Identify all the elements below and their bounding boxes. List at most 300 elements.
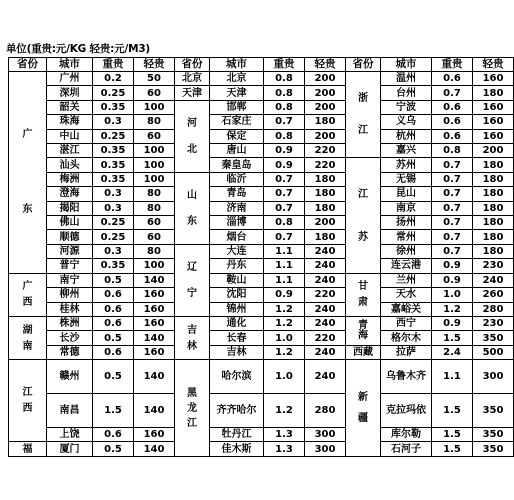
heavy-rate-cell: 2.4	[432, 345, 473, 359]
heavy-rate-cell: 0.5	[93, 360, 134, 394]
heavy-rate-cell: 0.25	[93, 86, 134, 100]
city-cell: 格尔木	[381, 331, 432, 345]
table-row	[9, 273, 514, 287]
province-fujian	[9, 442, 47, 457]
city-cell: 拉萨	[381, 345, 432, 359]
table-row	[9, 100, 514, 114]
heavy-rate-cell: 0.9	[432, 273, 473, 287]
city-cell: 宁波	[381, 100, 432, 114]
heavy-rate-cell: 0.6	[93, 288, 134, 302]
province-heilongjiang-char: 黑	[187, 387, 197, 399]
light-rate-cell: 140	[134, 331, 175, 345]
province-zhejiang-char: 浙	[358, 93, 368, 105]
light-rate-cell: 160	[473, 72, 514, 86]
city-cell: 长沙	[47, 331, 93, 345]
heavy-rate-cell: 1.0	[264, 360, 305, 394]
city-cell: 嘉兴	[381, 144, 432, 158]
light-rate-cell: 180	[305, 172, 346, 186]
col-header: 重贵	[432, 58, 473, 72]
light-rate-cell: 80	[134, 115, 175, 129]
light-rate-cell: 60	[134, 86, 175, 100]
city-cell: 昆山	[381, 187, 432, 201]
table-row	[9, 187, 514, 201]
col-header: 省份	[346, 58, 381, 72]
city-cell: 扬州	[381, 216, 432, 230]
city-cell: 济南	[210, 201, 264, 215]
heavy-rate-cell: 0.6	[93, 316, 134, 330]
heavy-rate-cell: 1.5	[432, 442, 473, 457]
heavy-rate-cell: 1.0	[264, 331, 305, 345]
heavy-rate-cell: 1.2	[264, 394, 305, 428]
city-cell: 湛江	[47, 144, 93, 158]
province-tianjin-label: 天津	[182, 87, 202, 99]
light-rate-cell: 240	[305, 360, 346, 394]
heavy-rate-cell: 0.6	[432, 129, 473, 143]
table-row	[9, 442, 514, 457]
light-rate-cell: 80	[134, 244, 175, 258]
heavy-rate-cell: 0.8	[264, 72, 305, 86]
province-jiangxi-char: 江	[22, 387, 33, 399]
light-rate-cell: 160	[134, 345, 175, 359]
heavy-rate-cell: 0.7	[264, 115, 305, 129]
province-zhejiang-char: 江	[358, 125, 368, 137]
province-liaoning-char: 宁	[187, 287, 197, 299]
light-rate-cell: 180	[305, 115, 346, 129]
city-cell: 常德	[47, 345, 93, 359]
province-guangxi	[9, 273, 47, 316]
light-rate-cell: 50	[134, 72, 175, 86]
heavy-rate-cell: 0.9	[432, 259, 473, 273]
city-cell: 佳木斯	[210, 442, 264, 457]
city-cell: 丹东	[210, 259, 264, 273]
light-rate-cell: 80	[134, 187, 175, 201]
heavy-rate-cell: 0.35	[93, 144, 134, 158]
city-cell: 嘉峪关	[381, 302, 432, 316]
table-row	[9, 86, 514, 100]
table-row	[9, 345, 514, 359]
light-rate-cell: 180	[473, 86, 514, 100]
province-hunan-char: 湖	[22, 324, 33, 336]
light-rate-cell: 140	[134, 273, 175, 287]
heavy-rate-cell: 1.5	[432, 394, 473, 428]
heavy-rate-cell: 0.25	[93, 129, 134, 143]
heavy-rate-cell: 0.35	[93, 259, 134, 273]
province-beijing	[175, 72, 210, 86]
city-cell: 南京	[381, 201, 432, 215]
light-rate-cell: 180	[473, 158, 514, 172]
light-rate-cell: 200	[473, 144, 514, 158]
light-rate-cell: 220	[305, 144, 346, 158]
table-row	[9, 316, 514, 330]
light-rate-cell: 180	[473, 187, 514, 201]
light-rate-cell: 240	[305, 259, 346, 273]
province-jiangsu-char: 苏	[358, 231, 368, 243]
city-cell: 保定	[210, 129, 264, 143]
city-cell: 哈尔滨	[210, 360, 264, 394]
col-header: 城市	[47, 58, 93, 72]
city-cell: 广州	[47, 72, 93, 86]
table-row	[9, 331, 514, 345]
light-rate-cell: 160	[473, 100, 514, 114]
city-cell: 深圳	[47, 86, 93, 100]
province-tianjin	[175, 86, 210, 100]
heavy-rate-cell: 0.6	[93, 428, 134, 442]
city-cell: 淄博	[210, 216, 264, 230]
city-cell: 唐山	[210, 144, 264, 158]
province-qinghai-char: 海	[358, 330, 368, 342]
heavy-rate-cell: 0.3	[93, 115, 134, 129]
heavy-rate-cell: 1.2	[264, 316, 305, 330]
heavy-rate-cell: 0.6	[93, 345, 134, 359]
light-rate-cell: 100	[134, 172, 175, 186]
heavy-rate-cell: 0.2	[93, 72, 134, 86]
col-header: 轻贵	[134, 58, 175, 72]
col-header: 省份	[175, 58, 210, 72]
light-rate-cell: 180	[305, 187, 346, 201]
province-xizang	[346, 345, 381, 359]
city-cell: 石河子	[381, 442, 432, 457]
heavy-rate-cell: 1.1	[432, 360, 473, 394]
city-cell: 邯郸	[210, 100, 264, 114]
city-cell: 乌鲁木齐	[381, 360, 432, 394]
light-rate-cell: 350	[473, 442, 514, 457]
city-cell: 梅洲	[47, 172, 93, 186]
light-rate-cell: 240	[305, 244, 346, 258]
city-cell: 普宁	[47, 259, 93, 273]
city-cell: 澄海	[47, 187, 93, 201]
table-row	[9, 201, 514, 215]
light-rate-cell: 220	[305, 331, 346, 345]
light-rate-cell: 100	[134, 100, 175, 114]
city-cell: 大连	[210, 244, 264, 258]
city-cell: 吉林	[210, 345, 264, 359]
city-cell: 义乌	[381, 115, 432, 129]
city-cell: 徐州	[381, 244, 432, 258]
heavy-rate-cell: 0.5	[93, 331, 134, 345]
heavy-rate-cell: 1.5	[432, 331, 473, 345]
col-header: 城市	[381, 58, 432, 72]
city-cell: 临沂	[210, 172, 264, 186]
heavy-rate-cell: 0.8	[264, 216, 305, 230]
light-rate-cell: 60	[134, 216, 175, 230]
city-cell: 台州	[381, 86, 432, 100]
heavy-rate-cell: 0.6	[432, 115, 473, 129]
table-row	[9, 115, 514, 129]
light-rate-cell: 240	[473, 273, 514, 287]
table-row	[9, 360, 514, 394]
province-xinjiang-char: 疆	[358, 413, 368, 425]
light-rate-cell: 350	[473, 331, 514, 345]
city-cell: 天水	[381, 288, 432, 302]
province-heilongjiang	[175, 360, 210, 457]
heavy-rate-cell: 1.0	[432, 288, 473, 302]
city-cell: 汕头	[47, 158, 93, 172]
province-jiangxi	[9, 360, 47, 442]
province-guangdong	[9, 72, 47, 274]
heavy-rate-cell: 1.3	[264, 442, 305, 457]
province-xinjiang-char: 新	[358, 392, 368, 404]
heavy-rate-cell: 0.3	[93, 187, 134, 201]
heavy-rate-cell: 0.35	[93, 100, 134, 114]
heavy-rate-cell: 0.6	[432, 100, 473, 114]
city-cell: 赣州	[47, 360, 93, 394]
light-rate-cell: 160	[134, 428, 175, 442]
light-rate-cell: 180	[473, 172, 514, 186]
light-rate-cell: 500	[473, 345, 514, 359]
col-header: 城市	[210, 58, 264, 72]
city-cell: 南昌	[47, 394, 93, 428]
heavy-rate-cell: 0.7	[432, 158, 473, 172]
table-row	[9, 302, 514, 316]
city-cell: 秦皇岛	[210, 158, 264, 172]
province-guangdong-char: 东	[22, 204, 33, 216]
light-rate-cell: 280	[473, 302, 514, 316]
light-rate-cell: 200	[305, 129, 346, 143]
heavy-rate-cell: 1.5	[432, 428, 473, 442]
city-cell: 克拉玛依	[381, 394, 432, 428]
heavy-rate-cell: 1.5	[93, 394, 134, 428]
city-cell: 石家庄	[210, 115, 264, 129]
table-row	[9, 144, 514, 158]
light-rate-cell: 180	[473, 201, 514, 215]
heavy-rate-cell: 1.3	[264, 428, 305, 442]
city-cell: 珠海	[47, 115, 93, 129]
light-rate-cell: 100	[134, 144, 175, 158]
light-rate-cell: 180	[473, 230, 514, 244]
table-row	[9, 216, 514, 230]
heavy-rate-cell: 0.7	[432, 216, 473, 230]
city-cell: 上饶	[47, 428, 93, 442]
light-rate-cell: 240	[305, 316, 346, 330]
city-cell: 揭阳	[47, 201, 93, 215]
light-rate-cell: 230	[473, 316, 514, 330]
light-rate-cell: 100	[134, 158, 175, 172]
heavy-rate-cell: 1.2	[264, 345, 305, 359]
heavy-rate-cell: 0.7	[432, 187, 473, 201]
light-rate-cell: 200	[305, 86, 346, 100]
light-rate-cell: 160	[134, 316, 175, 330]
light-rate-cell: 160	[134, 302, 175, 316]
shipping-rate-table	[8, 57, 514, 457]
table-row	[9, 172, 514, 186]
table-row	[9, 129, 514, 143]
heavy-rate-cell: 0.35	[93, 172, 134, 186]
table-row	[9, 158, 514, 172]
heavy-rate-cell: 0.35	[93, 158, 134, 172]
city-cell: 顺德	[47, 230, 93, 244]
province-guangxi-char: 广	[22, 281, 33, 293]
col-header: 重贵	[93, 58, 134, 72]
light-rate-cell: 220	[305, 288, 346, 302]
heavy-rate-cell: 0.8	[264, 100, 305, 114]
light-rate-cell: 220	[305, 158, 346, 172]
heavy-rate-cell: 0.7	[432, 201, 473, 215]
light-rate-cell: 140	[134, 360, 175, 394]
heavy-rate-cell: 1.1	[264, 259, 305, 273]
province-hebei	[175, 100, 210, 172]
province-qinghai-char: 青	[358, 320, 368, 332]
city-cell: 无锡	[381, 172, 432, 186]
light-rate-cell: 230	[473, 259, 514, 273]
light-rate-cell: 60	[134, 230, 175, 244]
light-rate-cell: 80	[134, 201, 175, 215]
header-row	[9, 58, 514, 72]
province-jilin	[175, 316, 210, 359]
light-rate-cell: 200	[305, 100, 346, 114]
city-cell: 西宁	[381, 316, 432, 330]
province-xizang-label: 西藏	[353, 346, 373, 358]
heavy-rate-cell: 0.7	[264, 230, 305, 244]
province-qinghai	[346, 316, 381, 345]
city-cell: 鞍山	[210, 273, 264, 287]
col-header: 轻贵	[305, 58, 346, 72]
city-cell: 库尔勒	[381, 428, 432, 442]
light-rate-cell: 260	[473, 288, 514, 302]
province-heilongjiang-char: 龙	[187, 402, 197, 414]
province-hebei-char: 河	[187, 117, 197, 129]
table-row	[9, 428, 514, 442]
heavy-rate-cell: 0.9	[432, 316, 473, 330]
light-rate-cell: 60	[134, 129, 175, 143]
light-rate-cell: 300	[305, 428, 346, 442]
col-header: 轻贵	[473, 58, 514, 72]
city-cell: 长春	[210, 331, 264, 345]
province-jiangsu	[346, 158, 381, 273]
light-rate-cell: 200	[305, 216, 346, 230]
province-jilin-char: 林	[187, 340, 197, 352]
heavy-rate-cell: 0.9	[264, 288, 305, 302]
city-cell: 桂林	[47, 302, 93, 316]
heavy-rate-cell: 0.6	[432, 72, 473, 86]
city-cell: 佛山	[47, 216, 93, 230]
heavy-rate-cell: 0.8	[264, 86, 305, 100]
city-cell: 青岛	[210, 187, 264, 201]
province-jilin-char: 吉	[187, 324, 197, 336]
province-hebei-char: 北	[187, 143, 197, 155]
light-rate-cell: 100	[134, 259, 175, 273]
heavy-rate-cell: 0.7	[264, 201, 305, 215]
province-liaoning-char: 辽	[187, 261, 197, 273]
province-shandong-char: 东	[187, 215, 197, 227]
city-cell: 韶关	[47, 100, 93, 114]
heavy-rate-cell: 0.7	[432, 244, 473, 258]
city-cell: 河源	[47, 244, 93, 258]
province-shandong	[175, 172, 210, 244]
light-rate-cell: 240	[305, 302, 346, 316]
heavy-rate-cell: 0.9	[264, 158, 305, 172]
heavy-rate-cell: 0.7	[264, 187, 305, 201]
city-cell: 杭州	[381, 129, 432, 143]
light-rate-cell: 160	[473, 129, 514, 143]
city-cell: 牡丹江	[210, 428, 264, 442]
province-guangxi-char: 西	[22, 297, 33, 309]
city-cell: 通化	[210, 316, 264, 330]
city-cell: 齐齐哈尔	[210, 394, 264, 428]
heavy-rate-cell: 0.7	[432, 86, 473, 100]
heavy-rate-cell: 0.3	[93, 201, 134, 215]
light-rate-cell: 350	[473, 394, 514, 428]
province-jiangsu-char: 江	[358, 188, 368, 200]
province-gansu	[346, 273, 381, 316]
heavy-rate-cell: 0.25	[93, 216, 134, 230]
heavy-rate-cell: 0.7	[264, 172, 305, 186]
light-rate-cell: 280	[305, 394, 346, 428]
col-header: 重贵	[264, 58, 305, 72]
city-cell: 锦州	[210, 302, 264, 316]
city-cell: 温州	[381, 72, 432, 86]
city-cell: 沈阳	[210, 288, 264, 302]
heavy-rate-cell: 0.3	[93, 244, 134, 258]
light-rate-cell: 180	[473, 216, 514, 230]
heavy-rate-cell: 0.7	[432, 230, 473, 244]
city-cell: 烟台	[210, 230, 264, 244]
light-rate-cell: 140	[134, 394, 175, 428]
col-header: 省份	[9, 58, 47, 72]
province-guangdong-char: 广	[22, 129, 33, 141]
light-rate-cell: 160	[134, 288, 175, 302]
city-cell: 厦门	[47, 442, 93, 457]
light-rate-cell: 350	[473, 428, 514, 442]
table-row	[9, 288, 514, 302]
light-rate-cell: 240	[305, 273, 346, 287]
province-jiangxi-char: 西	[22, 403, 33, 415]
city-cell: 株洲	[47, 316, 93, 330]
table-row	[9, 394, 514, 428]
province-fujian-label: 福	[22, 443, 33, 455]
heavy-rate-cell: 0.25	[93, 230, 134, 244]
table-row	[9, 230, 514, 244]
heavy-rate-cell: 0.7	[432, 172, 473, 186]
light-rate-cell: 300	[305, 442, 346, 457]
province-beijing-label: 北京	[182, 73, 202, 85]
province-zhejiang	[346, 72, 381, 158]
light-rate-cell: 300	[473, 360, 514, 394]
table-row	[9, 72, 514, 86]
heavy-rate-cell: 0.5	[93, 442, 134, 457]
heavy-rate-cell: 1.2	[264, 302, 305, 316]
heavy-rate-cell: 0.9	[264, 144, 305, 158]
province-hunan	[9, 316, 47, 359]
heavy-rate-cell: 1.1	[264, 244, 305, 258]
heavy-rate-cell: 0.8	[264, 129, 305, 143]
light-rate-cell: 200	[305, 72, 346, 86]
province-gansu-char: 肃	[358, 297, 368, 309]
city-cell: 中山	[47, 129, 93, 143]
province-xinjiang	[346, 360, 381, 457]
unit-note: 单位(重贵:元/KG 轻贵:元/M3)	[6, 43, 151, 55]
city-cell: 兰州	[381, 273, 432, 287]
province-hunan-char: 南	[22, 340, 33, 352]
province-heilongjiang-char: 江	[187, 417, 197, 429]
light-rate-cell: 240	[305, 345, 346, 359]
table-row	[9, 259, 514, 273]
city-cell: 天津	[210, 86, 264, 100]
city-cell: 常州	[381, 230, 432, 244]
city-cell: 连云港	[381, 259, 432, 273]
city-cell: 北京	[210, 72, 264, 86]
heavy-rate-cell: 1.2	[432, 302, 473, 316]
province-shandong-char: 山	[187, 189, 197, 201]
province-liaoning	[175, 244, 210, 316]
province-gansu-char: 甘	[358, 281, 368, 293]
city-cell: 柳州	[47, 288, 93, 302]
heavy-rate-cell: 1.1	[264, 273, 305, 287]
heavy-rate-cell: 0.8	[432, 144, 473, 158]
heavy-rate-cell: 0.5	[93, 273, 134, 287]
table-row	[9, 244, 514, 258]
light-rate-cell: 140	[134, 442, 175, 457]
city-cell: 苏州	[381, 158, 432, 172]
